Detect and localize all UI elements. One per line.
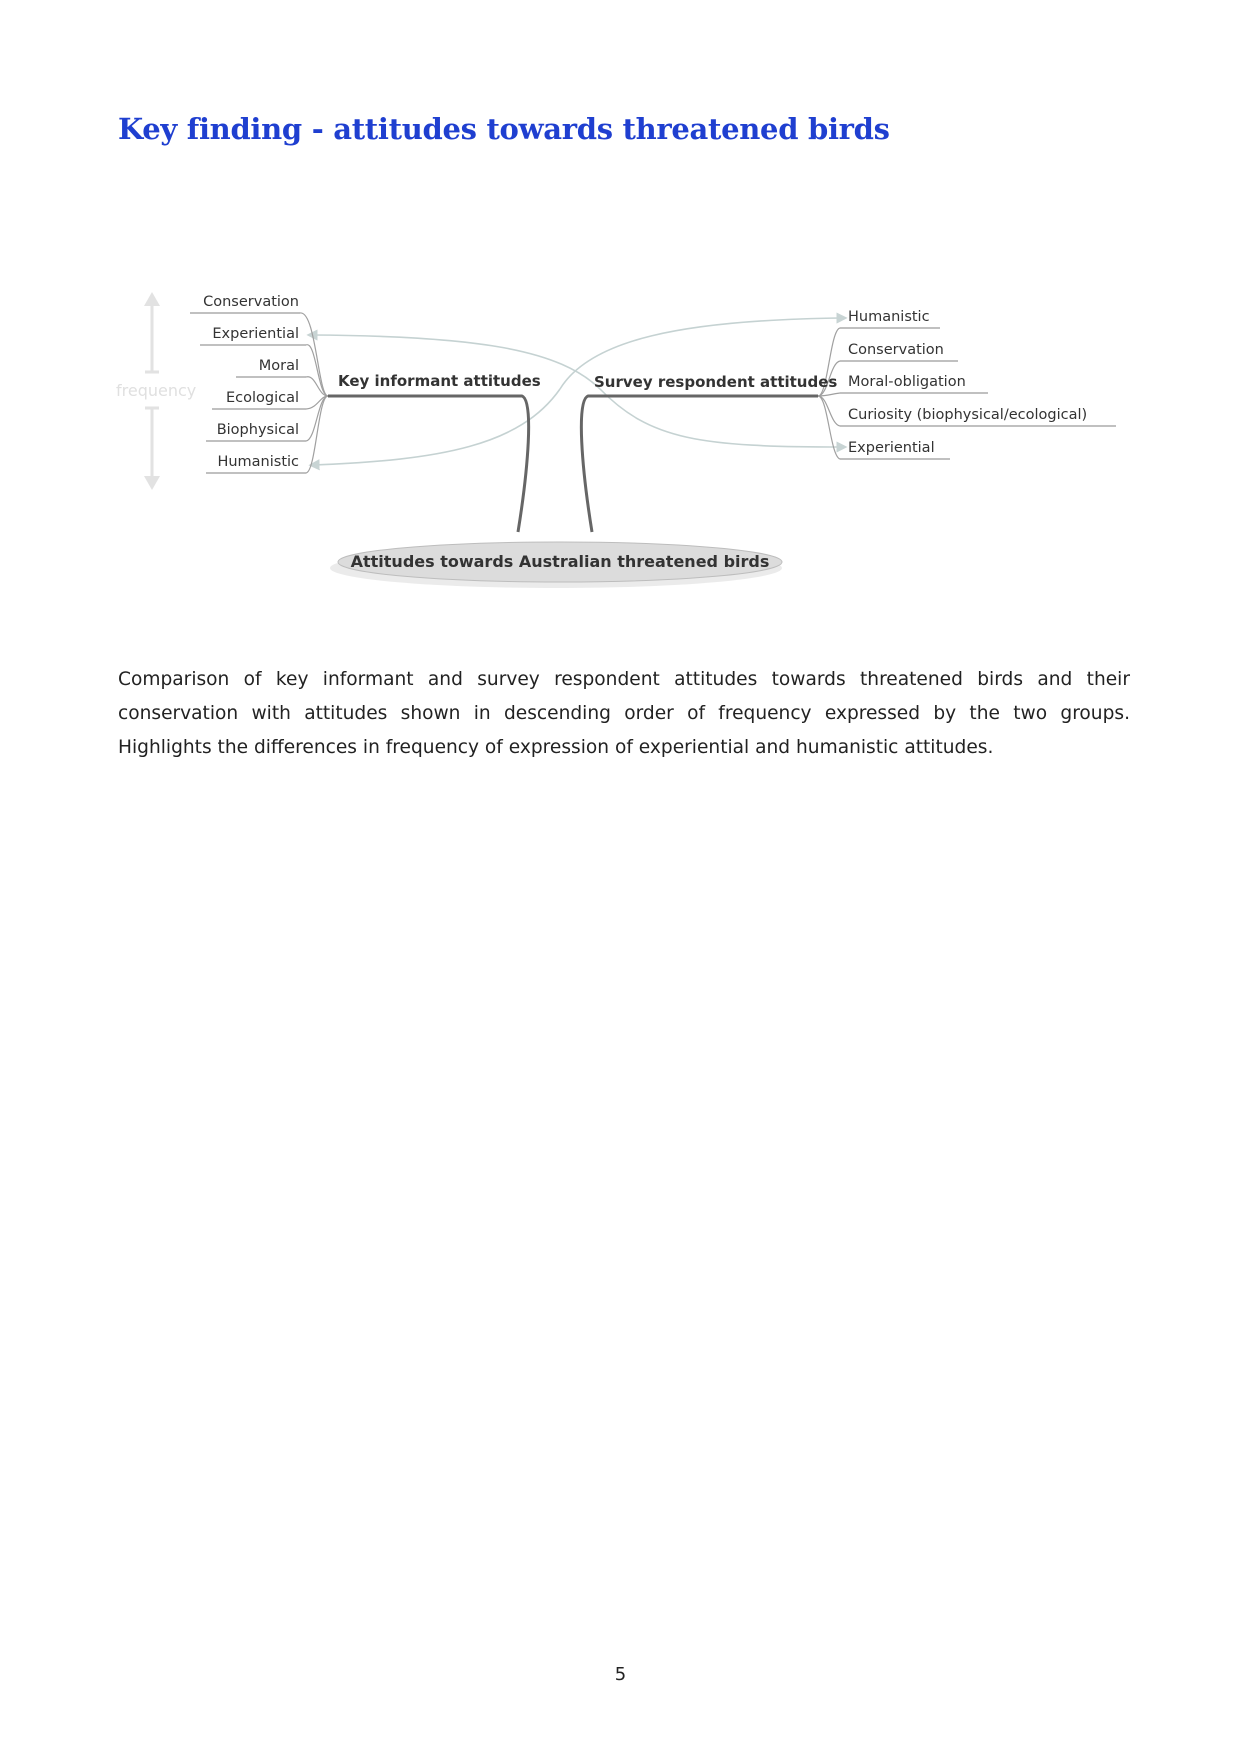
left-item-biophysical: Biophysical <box>216 422 299 438</box>
key-informant-label: Key informant attitudes <box>338 372 541 390</box>
attitudes-mind-map <box>0 0 1241 620</box>
survey-respondent-branch <box>581 309 1116 532</box>
connector-humanistic <box>306 396 328 473</box>
frequency-axis-label: frequency <box>116 381 197 400</box>
frequency-down-arrow-icon <box>144 476 160 490</box>
survey-respondent-label: Survey respondent attitudes <box>594 373 838 391</box>
connector-r-curiosity <box>818 396 840 426</box>
right-item-humanistic: Humanistic <box>848 309 930 325</box>
left-item-ecological: Ecological <box>225 390 299 406</box>
humanistic-flow-arrow-left <box>314 389 560 465</box>
frequency-up-arrow-icon <box>144 292 160 306</box>
left-item-humanistic: Humanistic <box>217 454 299 470</box>
right-item-experiential: Experiential <box>848 440 935 456</box>
survey-respondent-trunk <box>581 396 818 532</box>
root-node-label: Attitudes towards Australian threatened birds <box>350 552 770 571</box>
frequency-axis <box>116 292 196 490</box>
right-item-curiosity: Curiosity (biophysical/ecological) <box>848 407 1088 423</box>
root-node <box>330 542 782 588</box>
left-item-moral: Moral <box>258 358 299 374</box>
connector-r-experiential <box>818 396 840 459</box>
page-number: 5 <box>614 1664 627 1685</box>
connector-experiential <box>306 345 328 396</box>
right-item-moral-obligation: Moral-obligation <box>848 374 966 390</box>
key-informant-branch <box>190 294 541 532</box>
page-heading: Key finding - attitudes towards threatened birds <box>118 112 890 146</box>
right-item-conservation: Conservation <box>848 342 944 358</box>
experiential-flow-arrow-right <box>600 389 842 447</box>
left-item-conservation: Conservation <box>203 294 299 310</box>
figure-caption: Comparison of key informant and survey respondent attitudes towards threatened birds and their conservation with attitudes shown in descending order of frequency expressed by the two groups. Highlights the differences in frequency of expression of experiential and humanistic attitudes. <box>118 669 1130 758</box>
left-item-experiential: Experiential <box>212 326 299 342</box>
key-informant-trunk <box>328 396 529 532</box>
